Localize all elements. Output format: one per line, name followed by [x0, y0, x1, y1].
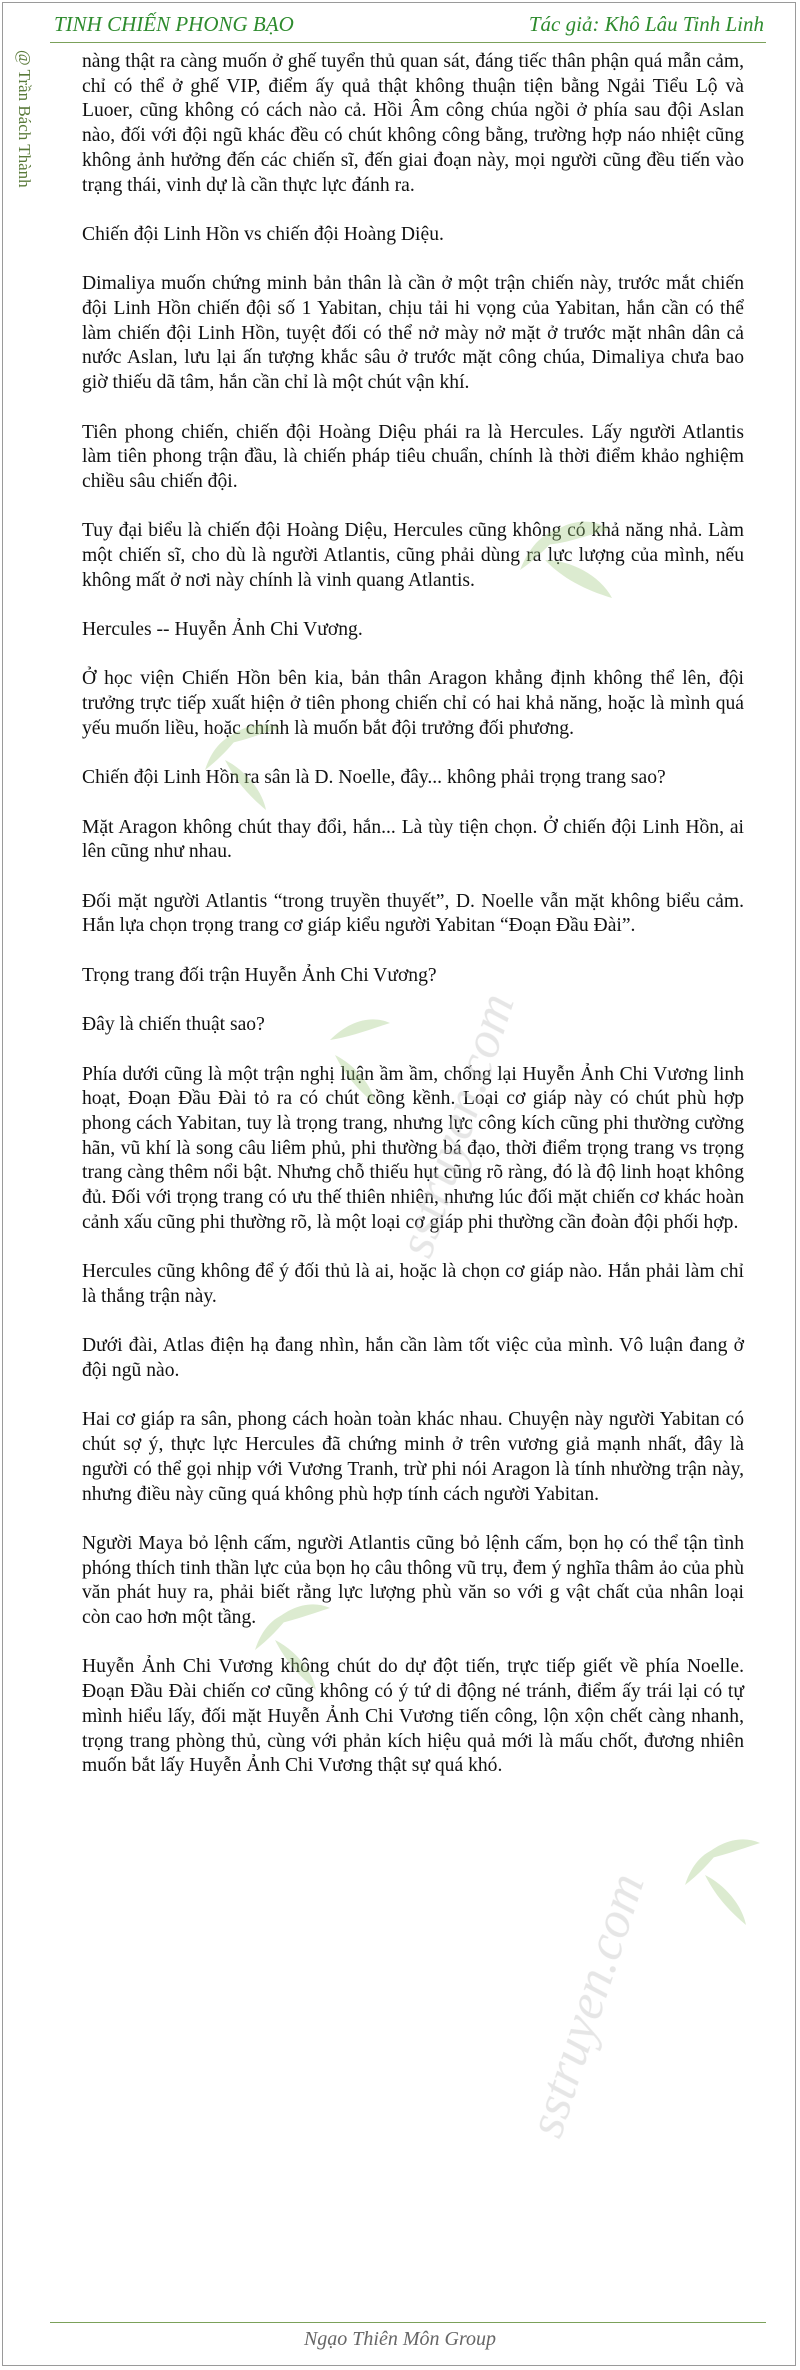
paragraph-5: Tuy đại biểu là chiến đội Hoàng Diệu, Hercules cũng không có khả năng nhả. Làm một chiến sĩ, cho dù là người Atlantis, cũng phải dùng ra lực lượng của mình, nếu không mất ở nơi này chính là vinh quang Atlantis.	[82, 520, 744, 591]
book-title: TINH CHIẾN PHONG BẠO	[54, 11, 294, 36]
paragraph-16: Hai cơ giáp ra sân, phong cách hoàn toàn khác nhau. Chuyện này người Yabitan có chút sợ ý, thực lực Hercules đã chứng minh ở trên vương giả mạnh nhất, đây là người có thể gọi nhịp với Vương Tranh, trừ phi nói Aragon là tính nhường trận này, nhưng điều này cũng quá không phù hợp tính cách người Yabitan.	[82, 1409, 744, 1505]
paragraph-1: nàng thật ra càng muốn ở ghế tuyển thủ quan sát, đáng tiếc thân phận quá mẫn cảm, chỉ có thể ở ghế VIP, điểm ấy quả thật không thuận tiện bằng Ngải Tiểu Lộ và Luoer, cũng không có cách nào cả. Hồi Âm công chúa ngồi ở phía sau đội Aslan nào, đối với đội ngũ khác đều có chút không công bằng, trường hợp náo nhiệt cũng không ảnh hưởng đến các chiến sĩ, đến giai đoạn này, mọi người cũng đều tiến vào trạng thái, vinh dự là cần thực lực đánh ra.	[82, 51, 744, 196]
paragraph-2: Chiến đội Linh Hồn vs chiến đội Hoàng Diệu.	[82, 223, 444, 245]
paragraph-12: Đây là chiến thuật sao?	[82, 1014, 265, 1036]
paragraph-11: Trọng trang đối trận Huyễn Ảnh Chi Vương?	[82, 964, 437, 986]
paragraph-4: Tiên phong chiến, chiến đội Hoàng Diệu phái ra là Hercules. Lấy người Atlantis làm tiên phong trận đầu, là chiến pháp tiêu chuẩn, chính là thời điểm khảo nghiệm chiều sâu chiến đội.	[82, 421, 744, 492]
paragraph-13: Phía dưới cũng là một trận nghị luận ầm ầm, chống lại Huyễn Ảnh Chi Vương linh hoạt, Đoạn Đầu Đài tỏ ra có chút cồng kềnh. Loại cơ giáp này có chút phù hợp phong cách Yabitan, tuy là trọng trang, nhưng lực công kích cũng phi thường cường hãn, vũ khí là song câu liêm phủ, phi thường bá đạo, thời điểm trọng trang vs trọng trang càng thêm nổi bật. Nhưng chỗ thiếu hụt cũng rõ ràng, đó là độ linh hoạt không đủ. Đối với trọng trang có ưu thế thiên nhiên, nhưng lúc đối mặt chiến cơ khác hoàn cảnh xấu cũng phi thường rõ, là một loại cơ giáp phi thường cần đoàn đội phối hợp.	[82, 1063, 744, 1233]
paragraph-18: Huyễn Ảnh Chi Vương không chút do dự đột tiến, trực tiếp giết về phía Noelle. Đoạn Đầu Đài chiến cơ cũng không có ý tứ di động né tránh, điểm ấy trái lại có tự mình hiểu lấy, đối mặt Huyễn Ảnh Chi Vương tiến công, lộn xộn chết càng nhanh, trọng trang phòng thủ, cùng với phản kích hiệu quả mới là mấu chốt, đương nhiên muốn bắt lấy Huyễn Ảnh Chi Vương thật sự quá khó.	[82, 1656, 744, 1777]
page-header	[54, 6, 764, 42]
paragraph-6: Hercules -- Huyễn Ảnh Chi Vương.	[82, 619, 363, 641]
paragraph-7: Ở học viện Chiến Hồn bên kia, bản thân Aragon khẳng định không thể lên, đội trưởng trực tiếp xuất hiện ở tiên phong chiến chỉ có hai khả năng, hoặc là mình quá yếu muốn liều, hoặc chính là muốn bắt đội trưởng đối phương.	[82, 668, 744, 739]
book-author: Tác giả: Khô Lâu Tinh Linh	[528, 11, 764, 36]
header-divider	[50, 42, 766, 43]
paragraph-15: Dưới đài, Atlas điện hạ đang nhìn, hắn cần làm tốt việc của mình. Vô luận đang ở đội ngũ nào.	[82, 1335, 744, 1382]
side-credit: @ Trần Bách Thành	[15, 50, 34, 188]
paragraph-14: Hercules cũng không để ý đối thủ là ai, hoặc là chọn cơ giáp nào. Hắn phải làm chỉ là thắng trận này.	[82, 1261, 744, 1307]
paragraph-10: Đối mặt người Atlantis “trong truyền thuyết”, D. Noelle vẫn mặt không biểu cảm. Hắn lựa chọn trọng trang cơ giáp kiểu người Yabitan “Đoạn Đầu Đài”.	[82, 890, 744, 937]
document-body	[82, 50, 744, 1804]
paragraph-9: Mặt Aragon không chút thay đổi, hắn... Là tùy tiện chọn. Ở chiến đội Linh Hồn, ai lên cũng như nhau.	[82, 816, 744, 863]
watermark-text-upper: sstruyen.com	[387, 986, 526, 1264]
page-footer: Ngạo Thiên Môn Group	[303, 2328, 497, 2350]
paragraph-3: Dimaliya muốn chứng minh bản thân là cần ở một trận chiến này, trước mắt chiến đội Linh Hồn chiến đội số 1 Yabitan, chịu tải hi vọng của Yabitan, hắn cần có thể làm chiến đội Linh Hồn, tuyệt đối có thể nở mày nở mặt ở trước mặt nhân dân cả nước Aslan, lưu lại ấn tượng khắc sâu ở trước mặt công chúa, Dimaliya chưa bao giờ thiếu dã tâm, hắn cần chỉ là một chút vận khí.	[82, 273, 744, 394]
paragraph-8: Chiến đội Linh Hồn ra sân là D. Noelle, đây... không phải trọng trang sao?	[82, 767, 666, 789]
watermark-text-lower: sstruyen.com	[517, 1866, 656, 2144]
paragraph-17: Người Maya bỏ lệnh cấm, người Atlantis cũng bỏ lệnh cấm, bọn họ có thể tận tình phóng thích tinh thần lực của bọn họ câu thông vũ trụ, đem ý nghĩa thâm ảo của phù văn phát huy ra, phải biết rằng lực lượng phù văn so với g vật chất của nhân loại còn cao hơn một tầng.	[82, 1532, 744, 1629]
footer-divider	[50, 2322, 766, 2323]
